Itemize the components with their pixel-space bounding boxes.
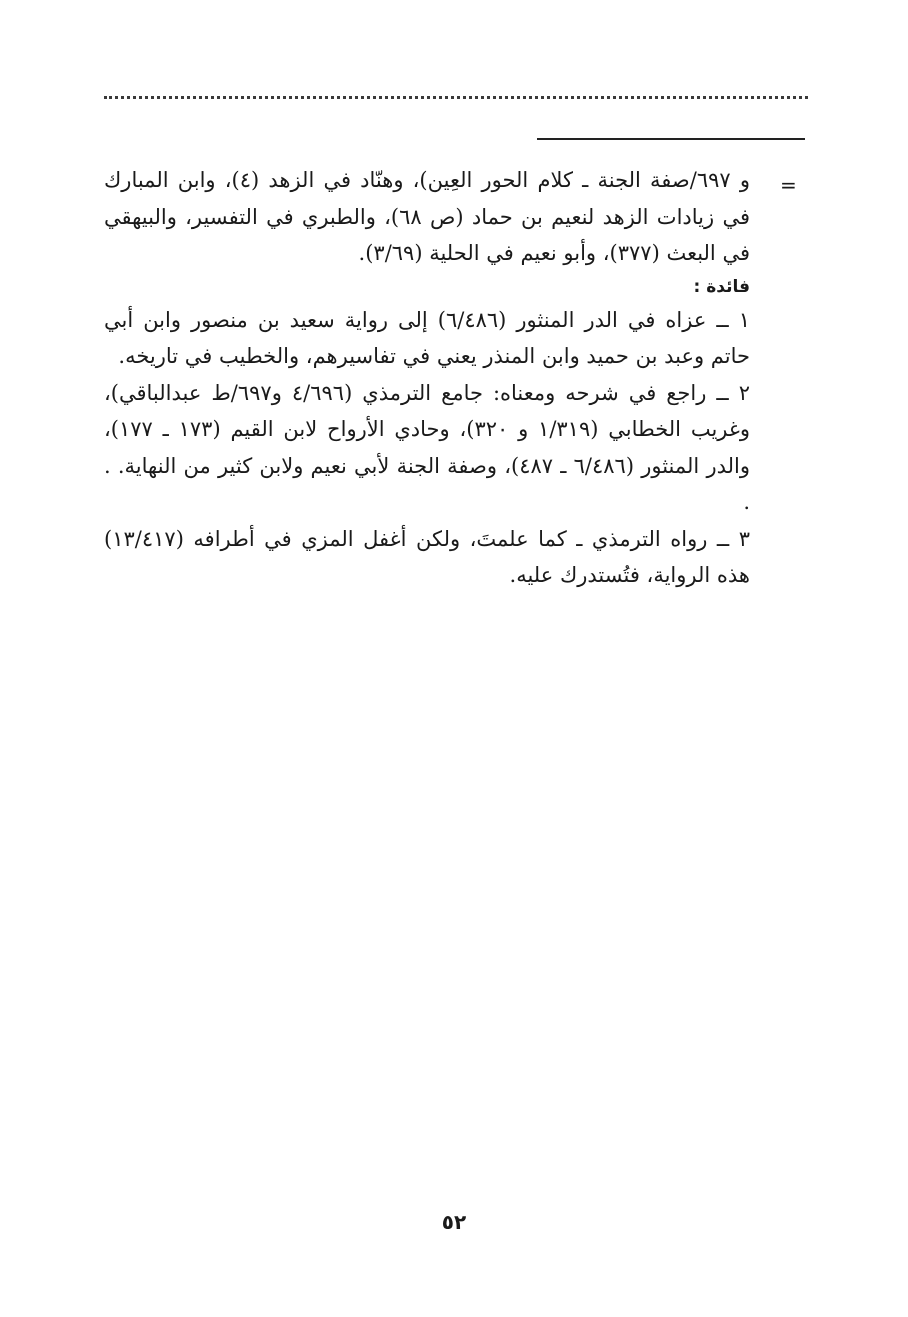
fayida-item-3: ٣ ــ رواه الترمذي ـ كما علمتَ، ولكن أغفل المزي في أطرافه (١٣/٤١٧) هذه الرواية، فتُستدرك عليه. — [104, 526, 750, 587]
fayida-item-1: ١ ــ عزاه في الدر المنثور (٦/٤٨٦) إلى رواية سعيد بن منصور وابن أبي حاتم وعبد بن حميد وابن المنذر يعني في تفاسيرهم، والخطيب في تاريخه. — [104, 307, 750, 368]
fayida-heading: فائدة : — [693, 276, 750, 297]
footnote-separator-rule — [537, 138, 805, 140]
header-dotted-rule — [104, 96, 808, 99]
fayida-item-2: ٢ ــ راجع في شرحه ومعناه: جامع الترمذي (٤/٦٩٦ و٦٩٧/ط عبدالباقي)، وغريب الخطابي (١/٣١٩ و ٣٢٠)، وحادي الأرواح لابن القيم (١٧٣ ـ ١٧٧)، والدر المنثور (٦/٤٨٦ ـ ٤٨٧)، وصفة الجنة لأبي نعيم ولابن كثير من النهاية. . . — [104, 380, 750, 514]
page-number: ٥٢ — [441, 1210, 467, 1234]
footnote-intro-paragraph: و ٦٩٧/صفة الجنة ـ كلام الحور العِين)، وهنّاد في الزهد (٤)، وابن المبارك في زيادات الزهد لنعيم بن حماد (ص ٦٨)، والطبري في التفسير، والبيهقي في البعث (٣٧٧)، وأبو نعيم في الحلية (٣/٦٩). — [104, 168, 751, 265]
footnote-continuation-mark: = — [780, 173, 797, 197]
footnote-body — [104, 162, 750, 594]
